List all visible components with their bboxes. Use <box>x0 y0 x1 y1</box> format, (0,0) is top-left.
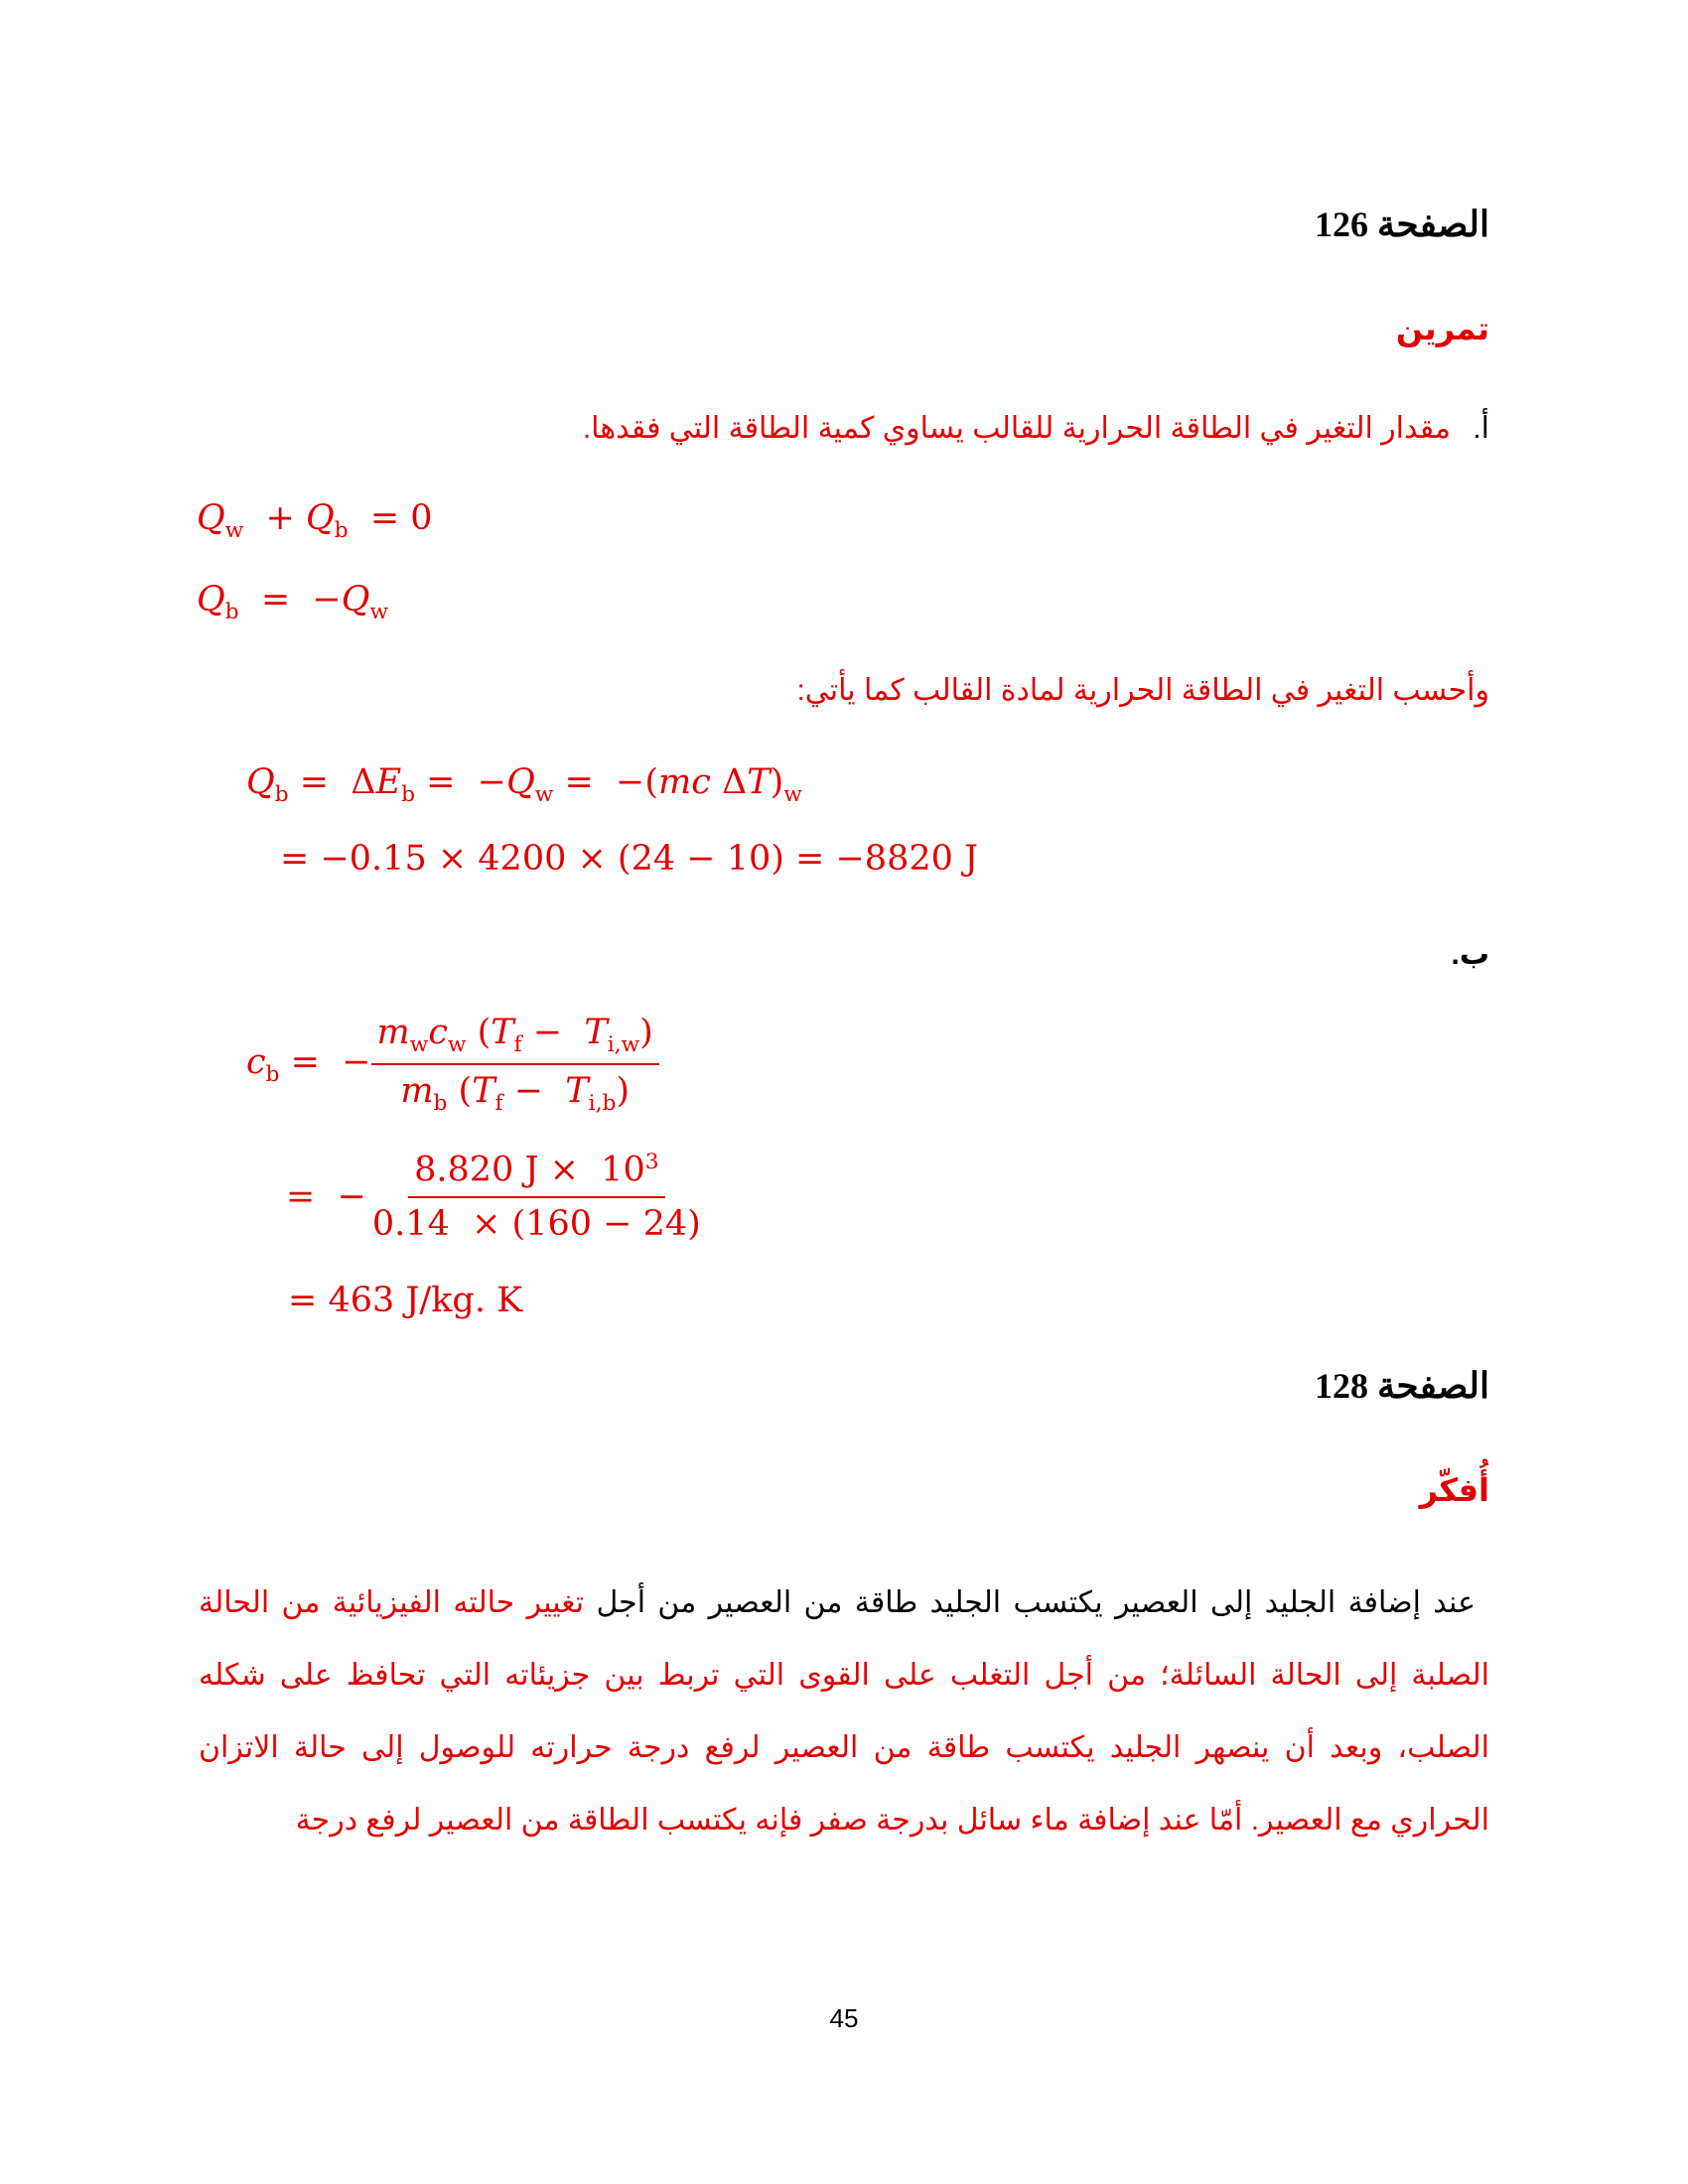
page-heading-128: الصفحة 128 <box>1315 1366 1489 1406</box>
part-a-paragraph <box>583 411 1489 446</box>
part-b-marker: ب. <box>1451 938 1489 971</box>
part-a-marker: أ. <box>1473 412 1489 445</box>
equation-numeric-result: = −0.15 × 4200 × (24 − 10) = −8820 J <box>280 839 979 879</box>
paragraph-intro-text: عند إضافة الجليد إلى العصير يكتسب الجليد طاقة من العصير من أجل <box>584 1586 1476 1619</box>
equation-energy-balance: $Q_w + Q_b = 0$ <box>197 498 433 543</box>
exercise-subheading: تمرين <box>1395 311 1489 346</box>
page-heading-126: الصفحة 126 <box>1315 205 1489 244</box>
calculation-intro: وأحسب التغير في الطاقة الحرارية لمادة القالب كما يأتي: <box>796 674 1489 707</box>
think-paragraph <box>199 1567 1489 1856</box>
equation-specific-heat: $c_b$ = − $\frac{m_wc_w (T_f - T_{i,w})}{m_b (T_f - T_{i,b})}$ <box>246 1013 659 1116</box>
think-subheading: أُفكّر <box>1419 1472 1489 1508</box>
page-number: 45 <box>829 2003 859 2033</box>
paragraph-red-text: تغيير حالته الفيزيائية من الحالة الصلبة إلى الحالة السائلة؛ من أجل التغلب على القوى التي تربط بين جزيئاته التي تحافظ على شكله الصلب، وبعد أن ينصهر الجليد يكتسب طاقة من العصير لرفع درجة حرارته للوصول إلى حالة الاتزان الحراري مع العصير. أمّا عند إضافة ماء سائل بدرجة صفر فإنه يكتسب الطاقة من العصير لرفع درجة <box>199 1586 1489 1837</box>
equation-specific-heat-numeric: = − $\frac{8.820 J \times 10^3}{0.14 \times (160 - 24)}$ <box>286 1150 701 1244</box>
equation-specific-heat-result: = 463 J/kg. K <box>288 1281 523 1320</box>
equation-qb-equals-minus-qw: $Q_b = -Q_w$ <box>197 580 389 624</box>
equation-delta-e: $Q_b = \Delta E_b = -Q_w = -(mc$ $\Delta T)_w$ <box>246 762 802 807</box>
part-a-text: مقدار التغير في الطاقة الحرارية للقالب يساوي كمية الطاقة التي فقدها. <box>582 412 1451 445</box>
